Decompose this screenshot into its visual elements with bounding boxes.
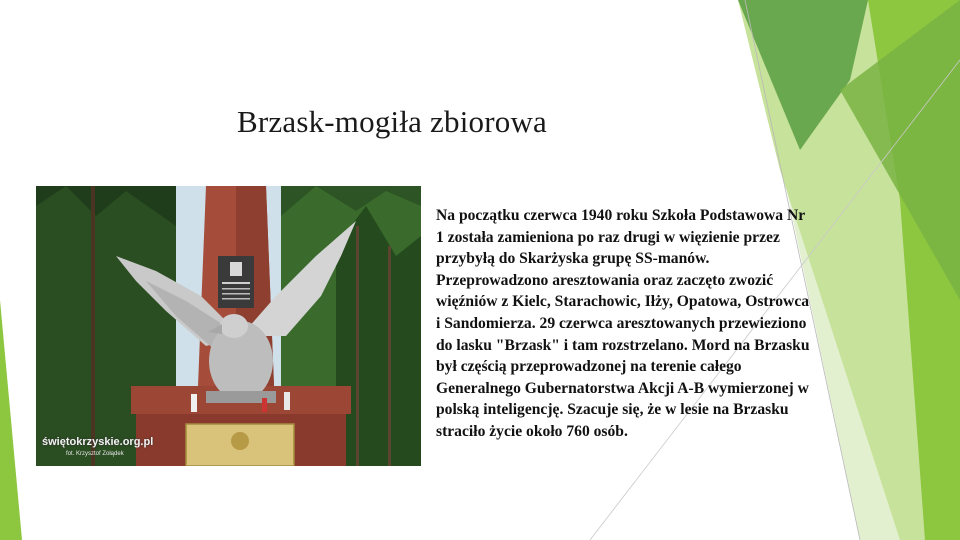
photo-watermark: świętokrzyskie.org.pl: [42, 436, 154, 448]
monument-illustration: [36, 186, 421, 466]
monument-photo: [36, 186, 421, 466]
photo-credit: fot. Krzysztof Zołądek: [66, 451, 124, 457]
deco-left-sliver: [0, 300, 22, 540]
slide-body-text: Na początku czerwca 1940 roku Szkoła Podstawowa Nr 1 została zamieniona po raz drugi w więzienie przez przybyłą do Skarżyska grupę SS-manów. Przeprowadzono aresztowania oraz zaczęto zwozić więźniów z Kielc, Starachowic, Iłży, Opatowa, Ostrowca i Sandomierza. 29 czerwca aresztowanych przewieziono do lasku "Brzask" i tam rozstrzelano. Mord na Brzasku był częścią przeprowadzonej na terenie całego Generalnego Gubernatorstwa Akcji A-B wymierzonej w polską inteligencję. Szacuje się, że w lesie na Brzasku straciło życie około 760 osób.: [436, 207, 810, 440]
slide-title: Brzask-mogiła zbiorowa: [237, 104, 547, 139]
